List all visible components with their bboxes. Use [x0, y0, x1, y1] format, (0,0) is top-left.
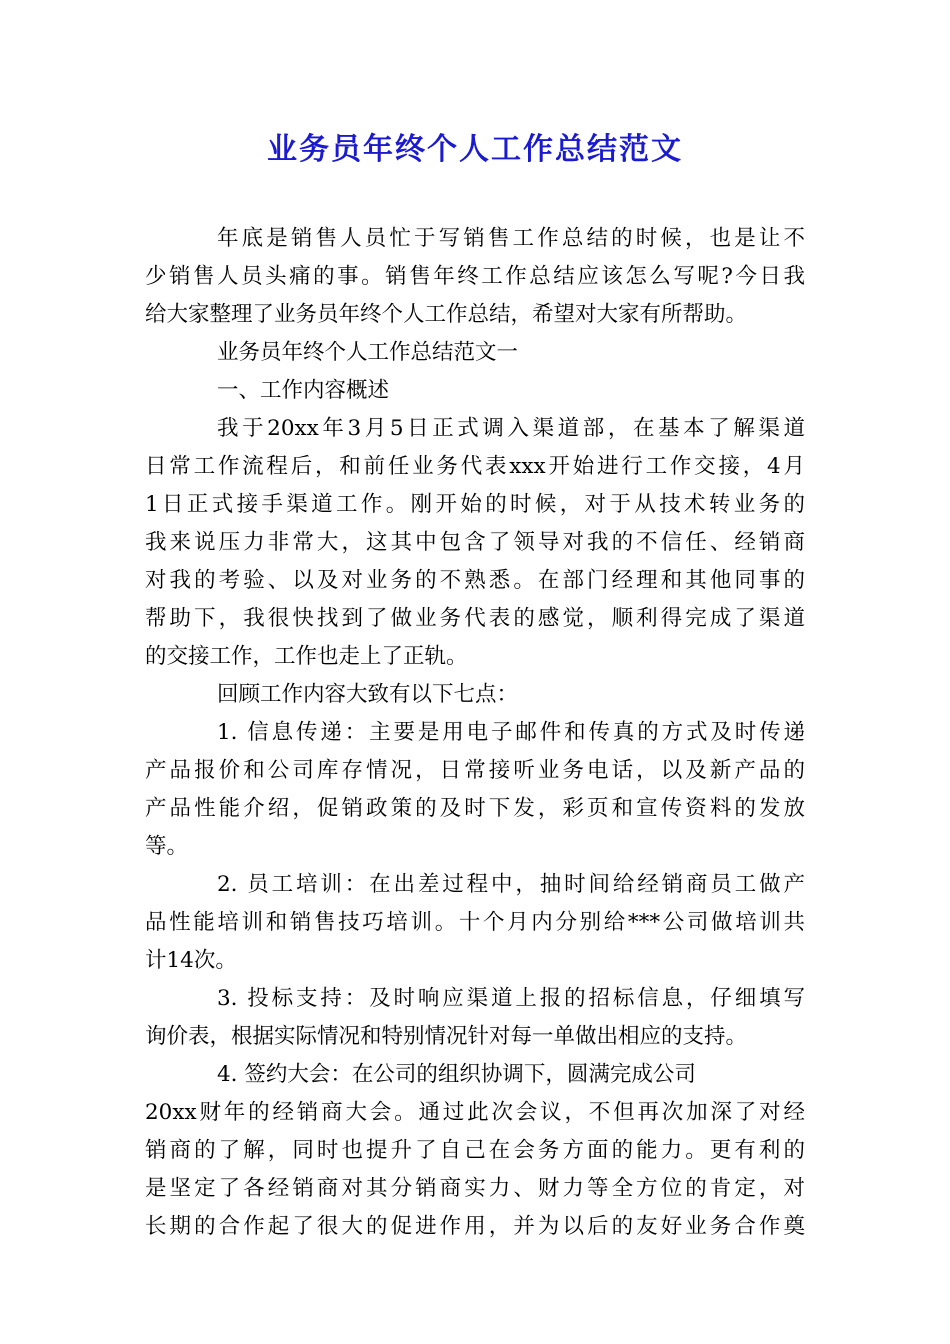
text-line: 1日正式接手渠道工作。刚开始的时候，对于从技术转业务的	[145, 492, 805, 517]
text-line: 一、工作内容概述	[217, 378, 390, 403]
document-body	[145, 220, 805, 1246]
text-line: 回顾工作内容大致有以下七点：	[217, 682, 519, 707]
text-line: 1. 信息传递：主要是用电子邮件和传真的方式及时传递	[217, 720, 805, 745]
text-line: 3. 投标支持：及时响应渠道上报的招标信息，仔细填写	[217, 986, 805, 1011]
text-line: 产品性能介绍，促销政策的及时下发，彩页和宣传资料的发放	[145, 796, 805, 821]
text-line: 20xx财年的经销商大会。通过此次会议，不但再次加深了对经	[145, 1100, 805, 1125]
text-line: 我来说压力非常大，这其中包含了领导对我的不信任、经销商	[145, 530, 805, 555]
text-line: 2. 员工培训：在出差过程中，抽时间给经销商员工做产	[217, 872, 805, 897]
text-line: 销商的了解，同时也提升了自己在会务方面的能力。更有利的	[145, 1138, 805, 1163]
document-title: 业务员年终个人工作总结范文	[267, 132, 683, 167]
text-line: 少销售人员头痛的事。销售年终工作总结应该怎么写呢?今日我	[145, 264, 805, 289]
text-line: 长期的合作起了很大的促进作用，并为以后的友好业务合作奠	[145, 1214, 805, 1239]
text-line: 4. 签约大会：在公司的组织协调下，圆满完成公司	[217, 1062, 696, 1087]
text-line: 是坚定了各经销商对其分销商实力、财力等全方位的肯定，对	[145, 1176, 805, 1201]
text-line: 的交接工作，工作也走上了正轨。	[145, 644, 468, 669]
text-line: 计14次。	[145, 948, 237, 973]
text-line: 日常工作流程后，和前任业务代表xxx开始进行工作交接，4月	[145, 454, 805, 479]
text-line: 等。	[145, 834, 189, 859]
text-line: 我于20xx年3月5日正式调入渠道部，在基本了解渠道	[217, 416, 805, 441]
text-line: 给大家整理了业务员年终个人工作总结，希望对大家有所帮助。	[145, 302, 748, 327]
text-line: 询价表，根据实际情况和特别情况针对每一单做出相应的支持。	[145, 1024, 748, 1049]
text-line: 品性能培训和销售技巧培训。十个月内分别给***公司做培训共	[145, 910, 805, 935]
text-line: 产品报价和公司库存情况，日常接听业务电话，以及新产品的	[145, 758, 805, 783]
text-line: 帮助下，我很快找到了做业务代表的感觉，顺利得完成了渠道	[145, 606, 805, 631]
text-line: 业务员年终个人工作总结范文一	[217, 340, 519, 365]
text-line: 对我的考验、以及对业务的不熟悉。在部门经理和其他同事的	[145, 568, 805, 593]
text-line: 年底是销售人员忙于写销售工作总结的时候，也是让不	[217, 226, 805, 251]
